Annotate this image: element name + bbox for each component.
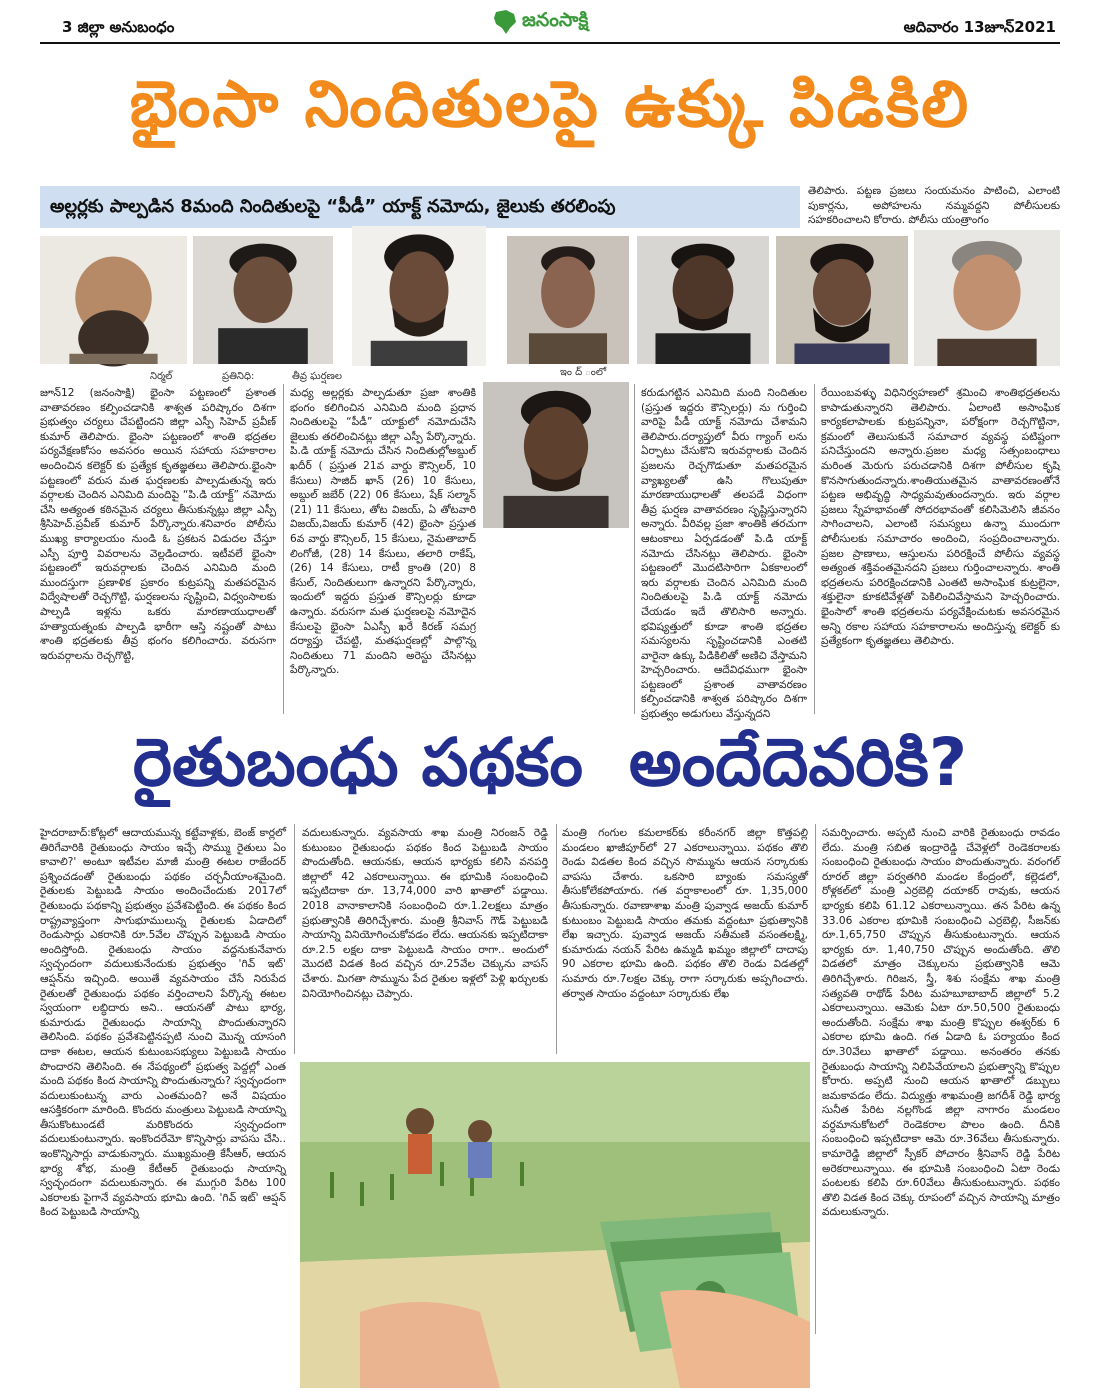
story1-col2: మధ్య అల్లర్లకు పాల్పడుతూ ప్రజా శాంతికి భంగం కలిగించిన ఎనిమిది మంది ప్రధాన నిందితులపై “పీడీ” యాక్టులో నమోదుచేసి జైలుకు తరలించినట్లు జిల్లా ఎస్పీ పేర్కొన్నారు. పి.డి యాక్ట్ నమోదు చేసిన నిందితుల్లోఅబ్దుల్ ఖదీర్ ( ప్రస్తుత 21వ వార్డు కౌన్సిలర్, 10 కేసులు) సాజిద్ ఖాన్ (26) 10 కేసులు, అబ్దుల్ జబేర్ (22) 06 కేసులు, షేక్ సల్మాన్ (21) 11 కేసులు, తోట విజయ్, ఏ తోటవారి విజయ్,విజయ్ కుమార్ (42) భైంసా ప్రస్తుత 6వ వార్డు కౌన్సిలర్, 15 కేసులు, నైమతాబాద్ లింగోజీ, (28) 14 కేసులు, తలారి రాకేష్, (26) 14 కేసులు, రాటీ క్రాంతి (20) 8 కేసుల్, నిందితులుగా ఉన్నారని పేర్కొన్నారు, ఇందులో ఇద్దరు ప్రస్తుత కౌన్సిలర్లు కూడా ఉన్నారు. వరుసగా మత ఘర్షణలపై నమోదైన కేసులపై భైంసా ఏఎస్పీ ఖరే కిరణ్ సమగ్ర దర్యాప్తు చేపట్టి, మతఘర్షణల్లో పాల్గొన్న నిందితులు 71 మందిని అరెస్టు చేసినట్లు పేర్కొన్నారు. [290, 387, 476, 677]
col-rule [294, 824, 295, 1054]
story2-col1: హైదరాబాద్:కోట్లలో ఆదాయమున్న కట్టేవాళ్లకు, బెంజ్ కార్లలో తిరిగేవారికి రైతుబంధు సాయం ఇచ్చే సొమ్ము రైతులు ఏం కావాలి?' అంటూ ఇటీవల మాజీ మంత్రి ఈటల రాజేందర్ ప్రశ్నించడంతో రైతుబంధు పథకం చర్చనీయాంశమైంది. రైతులకు పెట్టుబడి సాయం అందించేందుకు 2017లో రైతుబంధు పథకాన్ని ప్రభుత్వం ప్రవేశపెట్టింది. ఈ పథకం కింద రాష్ట్రవ్యాప్తంగా సాగుభూములున్న రైతులకు ఏడాదిలో రెండుసార్లు ఎకరానికి రూ.5వేల చొప్పున పెట్టుబడి సాయం అందిస్తోంది. రైతుబంధు సాయం వద్దనుకునేవారు స్వచ్ఛందంగా వదులుకునేందుకు ప్రభుత్వం 'గివ్ ఇట్' ఆప్షన్‌ను ఇచ్చింది. అయితే వ్యవసాయం చేసే నిరుపేద రైతులతో రైతుబంధు పథకం వర్తించాలని పేర్కొన్న ఈటల స్వయంగా లబ్ధిదారు అని.. ఆయనతో పాటు భార్య, కుమారుడు రైతుబంధు సాయాన్ని పొందుతున్నారని తెలిసింది. పథకం ప్రవేశపెట్టినప్పటి నుంచి మొన్న యాసంగి దాకా ఈటల, ఆయన కుటుంబసభ్యులు పెట్టుబడి సాయం పొందారని తెలిసింది. ఈ నేపథ్యంలో ప్రభుత్వ పెద్దల్లో ఎంత మంది పథకం కింద సాయాన్ని పొందుతున్నారు? స్వచ్ఛందంగా వదులుకుంటున్న వారు ఎంతమంది? అనే విషయం ఆసక్తికరంగా మారింది. కొందరు మంత్రులు పెట్టుబడి సాయాన్ని తీసుకొంటుండటే మరికొందరు స్వచ్ఛందంగా వదులుకుంటున్నారు. ఇంకొందరేమో కొన్నిసార్లు వాపసు చేసి.. ఇంకొన్నిసార్లు వాడుకున్నారు. ముఖ్యమంత్రి కేసీఆర్, ఆయన భార్య శోభ, మంత్రి కేటీఆర్ రైతుబంధు సాయాన్ని స్వచ్ఛందంగా వదులుకున్నారు. ఈ ముగ్గురి పేరిట 100 ఎకరాలకు పైగానే వ్యవసాయ భూమి ఉంది. 'గివ్ ఇట్' ఆప్షన్ కింద పెట్టుబడి సాయాన్ని [40, 827, 286, 1219]
photo-caption-right: ఇం ద్ ంలో [560, 367, 607, 378]
page-label: 3 జిల్లా అనుబంధం [62, 18, 175, 36]
accused-photo-2 [193, 236, 333, 364]
story1-subhead [40, 186, 800, 228]
accused-photo-7 [914, 230, 1060, 366]
map-logo-icon [492, 8, 518, 36]
header-rule [40, 42, 1060, 44]
farm-money-illustration [300, 1062, 810, 1388]
photo-caption-left: తీవ్ర ఘర్షణల [292, 371, 342, 382]
story2-col3: మంత్రి గంగుల కమలాకర్‌కు కరీంనగర్ జిల్లా కొత్తపల్లి మండలం ఖాజీపూర్‌లో 27 ఎకరాలున్నాయి. పథకం తొలి రెండు విడతల కింద వచ్చిన సొమ్మును ఆయన సర్కారుకు వాపసు చేశారు. ఒకసారి బ్యాంకు సమస్యతో తీసుకోలేకపోయారు. గత వర్షాకాలంలో రూ. 1,35,000 తీసుకున్నారు. రవాణాశాఖ మంత్రి పువ్వాడ అజయ్ కుమార్ కుటుంబం పెట్టుబడి సాయం తమకు వద్దంటూ ప్రభుత్వానికి లేఖ ఇచ్చారు. పువ్వాడ అజయ్ సతీమణి వసంతలక్ష్మి, కుమారుడు నయన్ పేరిట ఉమ్మడి ఖమ్మం జిల్లాలో దాదాపు 90 ఎకరాల భూమి ఉంది. పథకం తొలి రెండు విడతల్లో సుమారు రూ.7లక్షల చెక్కు రాగా సర్కారుకు అప్పగించారు. తర్వాత సాయం వద్దంటూ సర్కారుకు లేఖ [562, 827, 808, 1000]
col-rule [283, 384, 284, 714]
accused-photo-4 [507, 236, 629, 364]
col-rule [814, 384, 815, 714]
story1-col3-cont [641, 536, 807, 712]
accused-photo-6 [776, 236, 908, 364]
story1-col1: జూన్12 (జనంసాక్షి) భైంసా పట్టణంలో ప్రశాంత వాతావరణం కల్పించడానికి శాశ్వత పరిష్కారం దిశగా ప్రభుత్వం చర్యలు చేపట్టిందని జిల్లా ఎస్పీ సిహెచ్ ప్రవీణ్ కుమార్ తెలిపారు. భైంసా పట్టణంలో శాంతి భద్రతల పర్యవేక్షణకోసం అవసరం అయిన సహాయ సహకారాల అందించిన కలెక్టర్ కు ప్రత్యేక కృతజ్ఞతలు తెలిపారు.భైంసా పట్టణంలో వరుస మత ఘర్షణలకు పాల్పడుతున్న ఇరు వర్గాలకు చెందిన ఎనిమిది మందిపై “పి.డి యాక్ట్” నమోదు చేసి అత్యంత కఠినమైన చర్యలు తీసుకున్నట్లు జిల్లా ఎస్పీ శ్రీసిహెచ్.ప్రవీణ్ కుమార్ పేర్కొన్నారు.శనివారం పోలీసు ముఖ్య కార్యాలయం నుండి ఓ ప్రకటన విడుదల చేస్తూ ఎస్పీ పూర్తి వివరాలను వెల్లడించారు. ఇటీవలే భైంసా పట్టణంలో ఇరువర్గాలకు చెందిన ఎనిమిది మంది ముందస్తుగా ప్రణాళిక ప్రకారం కుట్రపన్ని మతపరమైన విద్వేషాలతో రెచ్చగొట్టి, ఘర్షణలను సృష్టించి, విధ్వంసాలకు పాల్పడి ఇళ్లను ఒకరు మారణాయుధాలతో హత్యాయత్నంకు పాల్పడి భారీగా ఆస్తి నష్టంతో పాటు శాంతి భద్రతలకు తీవ్ర భంగం కలిగించారు. వరుసగా ఇరువర్గాలను రెచ్చగొట్టి, [40, 387, 276, 662]
accused-photo-1 [40, 236, 187, 364]
story1-headline: భైంసా నిందితులపై ఉక్కు పిడికిలి [129, 68, 971, 142]
col-rule [634, 384, 635, 714]
story1-col4: రేయింబవళ్ళు విధినిర్వహణలో శ్రమించి శాంతిభద్రతలను కాపాడుతున్నారని తెలిపారు. ఏలాంటి అసాంఘిక కార్యకలాపాలకు కుట్రపన్నినా, పరోక్షంగా రెచ్చగొట్టినా, క్రమంలో తెలుసుకునే సమాచార వ్యవస్థ పటిష్టంగా పనిచేస్తుందని అన్నారు.ప్రజల మధ్య సత్సంబంధాలు మరింత మెరుగు పరుచడానికి దిశగా పోలీసుల కృషి కొనసాగుతుందన్నారు.శాంతియుతమైన వాతావరణంతోనే పట్టణ అభివృద్ధి సాధ్యమవుతుందన్నారు. ఇరు వర్గాల ప్రజలు స్నేహభావంతో సోదరభావంతో కలిసిమెలిసి జీవనం సాగించాలని, ఎలాంటి సమస్యలు ఉన్నా ముందుగా పోలీసులకు సమాచారం అందించి, సంప్రదించాలన్నారు. ప్రజల ప్రాణాలు, ఆస్తులను పరిరక్షించే పోలీసు వ్యవస్థ అత్యంత శక్తివంతమైనదని ప్రజలు గుర్తించాలన్నారు. శాంతి భద్రతలను పరిరక్షించడానికి ఎంతటి అసాంఘిక కుట్రలైనా, శక్తులైనా కూకటివేళ్లతో పెకిలించివేస్తామని హెచ్చరించారు. భైంసాలో శాంతి భద్రతలను పర్యవేక్షించుటకు అవసరమైన అన్ని రకాల సహాయ సహకారాలను అందిస్తున్న కలెక్టర్ కు ప్రత్యేకంగా కృతజ్ఞతలు తెలిపారు. [821, 387, 1060, 648]
story2-col2: వదులుకున్నారు. వ్యవసాయ శాఖ మంత్రి నిరంజన్ రెడ్డి కుటుంబం రైతుబంధు పథకం కింద పెట్టుబడి సాయం పొందుతోంది. ఆయనకు, ఆయన భార్యకు కలిసి వనపర్తి జిల్లాలో 42 ఎకరాలున్నాయి. ఈ భూమికి సంబంధించి ఇప్పటిదాకా రూ. 13,74,000 వారి ఖాతాలో పడ్డాయి. 2018 వానాకాలానికి సంబంధించి రూ.1.2లక్షలు మాత్రం ప్రభుత్వానికి తిరిగిచ్చేశారు. మంత్రి శ్రీనివాస్ గౌడ్ పెట్టుబడి సాయాన్ని వినియోగించుకోవడం లేదు. ఆయనకు ఇప్పటిదాకా రూ.2.5 లక్షల దాకా పెట్టుబడి సాయం రాగా.. అందులో మొదటి విడత కింద వచ్చిన రూ.25వేల చెక్కును వాపస్ చేశారు. మిగతా సొమ్మును పేద రైతుల ఇళ్లలో పెళ్లి ఖర్చులకు వినియోగించినట్లు చెప్పారు. [302, 827, 548, 1000]
masthead [492, 8, 588, 36]
story1-col3: కరుడుగట్టిన ఎనిమిది మంది నిందితుల (ప్రస్తుత ఇద్దరు కౌన్సిలర్లు) ను గుర్తించి వారిపై పీడీ యాక్ట్ నమోదు చేశామని తెలిపారు.దర్యాప్తులో వీరు గ్యాంగ్ లను ఏర్పాటు చేసుకొని ఇరువర్గాలకు చెందిన ప్రజలను రెచ్చగొడుతూ మతపరమైన వ్యాఖ్యలతో ఉసి గొలుపుతూ మారణాయుధాలతో తలపడే విధంగా తీవ్ర ఘర్షణ వాతావరణం సృష్టిస్తున్నారని అన్నారు. వీరివల్ల ప్రజా శాంతికి తరచుగా ఆటంకాలు ఏర్పడడంతో పి.డి యాక్ట్ నమోదు చేసినట్లు తెలిపారు. భైంసా పట్టణంలో మొదటిసారిగా ఏకకాలంలో ఇరు వర్గాలకు చెందిన ఎనిమిది మంది నిందితులపై పి.డి యాక్ట్ నమోదు చేయడం ఇదే తొలిసారి అన్నారు. భవిష్యత్తులో కూడా శాంతి భద్రతల సమస్యలను సృష్టించడానికి ఎంతటి వారైనా ఉక్కు పిడికిలితో అణిచి వేస్తామని హెచ్చరించారు. ఆదేవిధముగా భైంసా పట్టణంలో ప్రశాంత వాతావరణం కల్పించడానికి శాశ్వత పరిష్కారం దిశగా ప్రభుత్వం అడుగులు వేస్తున్నదని [641, 387, 807, 721]
byline-place: నిర్మల్ [150, 371, 173, 382]
accused-photo-5 [637, 236, 769, 364]
story1-col2-cont [290, 536, 626, 712]
accused-photo-3 [352, 226, 486, 366]
accused-photo-8 [483, 382, 629, 528]
issue-date: ఆదివారం 13జూన్2021 [903, 18, 1056, 36]
masthead-title: జనంసాక్షి [522, 8, 589, 31]
byline-role: ప్రతినిధి: [222, 371, 255, 382]
story2-col4: సమర్పించారు. అప్పటి నుంచి వారికి రైతుబంధు రావడం లేదు. మంత్రి సబిత ఇంద్రారెడ్డి చేవెళ్లలో రెండెకరాలకు సంబంధించి రైతుబంధు సాయం పొందుతున్నారు. వరంగల్ రూరల్ జిల్లా పర్వతగిరి మండల కేంద్రంలో, కల్లెడలో, రోళ్లకల్‌లో మంత్రి ఎర్రబెల్లి దయాకర్ రావుకు, ఆయన భార్యకు కలిపి 61.12 ఎకరాలున్నాయి. తన పేరిట ఉన్న 33.06 ఎకరాల భూమికి సంబంధించి ఎర్రబెల్లి, సీజన్‌కు రూ.1,65,750 చొప్పున తీసుకుంటున్నారు. ఆయన భార్యకు రూ. 1,40,750 చొప్పున అందుతోంది. తొలి విడతలో మాత్రం చెక్కులను ప్రభుత్వానికి ఆమె తిరిగిచ్చేశారు. గిరిజన, స్త్రీ, శిశు సంక్షేమ శాఖ మంత్రి సత్యవతి రాథోడ్ పేరిట మహబూబాబాద్ జిల్లాలో 5.2 ఎకరాలున్నాయి. ఆమెకు ఏటా రూ.50,500 రైతుబంధు అందుతోంది. సంక్షేమ శాఖ మంత్రి కొప్పుల ఈశ్వర్‌కు 6 ఎకరాల భూమి ఉంది. గత ఏడాది ఓ పర్యాయం కింద రూ.30వేలు ఖాతాలో పడ్డాయి. అనంతరం తనకు రైతుబంధు సాయాన్ని నిలిపివేయాలని ప్రభుత్వాన్ని కొప్పుల కోరారు. అప్పటి నుంచి ఆయన ఖాతాలో డబ్బులు జమకావడం లేదు. విద్యుత్తు శాఖమంత్రి జగదీశ్ రెడ్డి భార్య సునీత పేరిట నల్లగొండ జిల్లా నాగారం మండలం వర్ధమానుకోటలో రెండెకరాల పొలం ఉంది. దీనికి సంబంధించి ఇప్పటిదాకా ఆమె రూ.36వేలు తీసుకున్నారు. కామారెడ్డి జిల్లాలో స్పీకర్ పోచారం శ్రీనివాస్ రెడ్డి పేరిట అరెకరాలున్నాయి. ఈ భూమికి సంబంధించి ఏటా రెండు పంటలకు కలిపి రూ.60వేలు తీసుకుంటున్నారు. పథకం తొలి విడత కింద చెక్కు రూపంలో వచ్చిన సాయాన్ని మాత్రం వదులుకున్నారు. [822, 827, 1060, 1219]
story1-subhead-text: అల్లర్లకు పాల్పడిన 8మంది నిందితులపై “పీడీ” యాక్ట్ నమోదు, జైలుకు తరలింపు [50, 196, 616, 217]
story2-headline: రైతుబంధు పథకం అందేదెవరికి? [132, 724, 968, 801]
col-rule [815, 824, 816, 1334]
col-rule [556, 824, 557, 1054]
story1-col4-top: తెలిపారు. పట్టణ ప్రజలు సంయమనం పాటించి, ఎలాంటి పుకార్లను, అపోహలను నమ్మవద్దని పోలీసులకు సహకరించాలని కోరారు. పోలీసు యంత్రాంగం [808, 185, 1060, 227]
